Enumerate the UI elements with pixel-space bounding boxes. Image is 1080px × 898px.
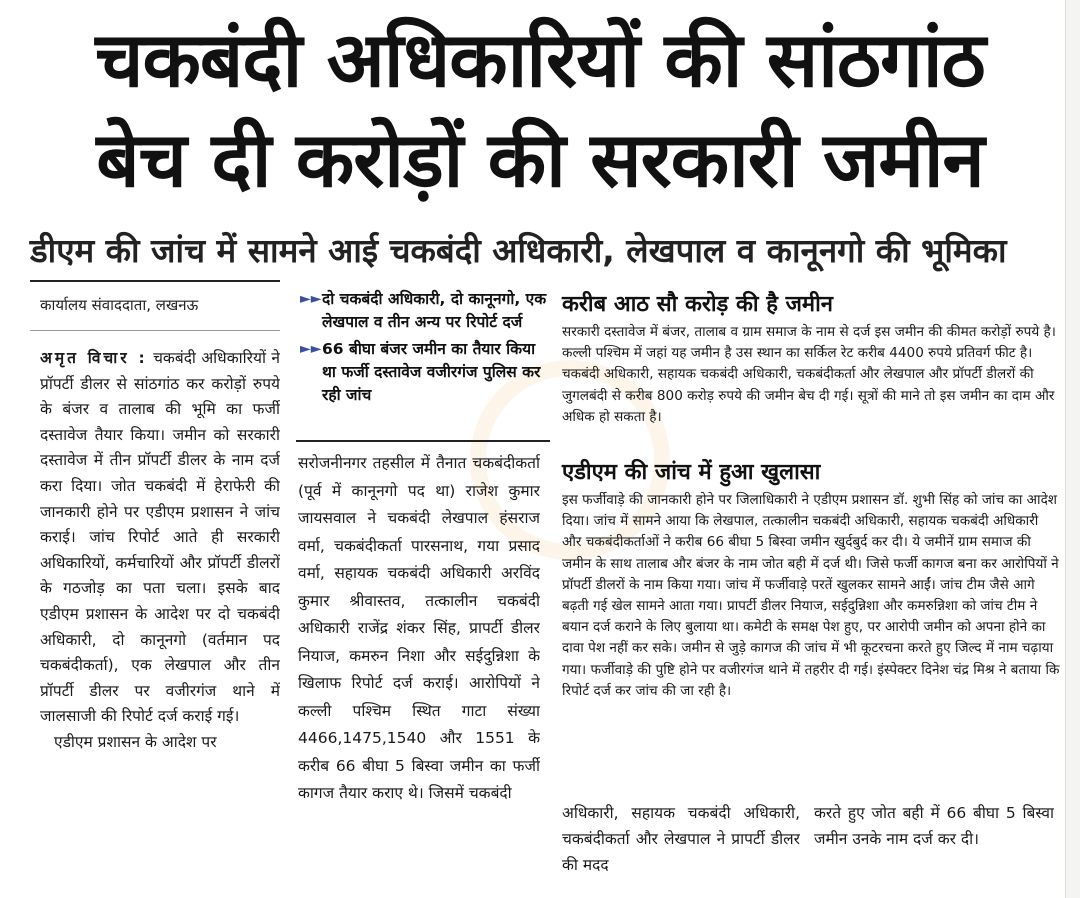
col1-paragraph-2: एडीएम प्रशासन के आदेश पर — [54, 732, 217, 751]
article-column-3-bottom: अधिकारी, सहायक चकबंदी अधिकारी, चकबंदीकर्ता और लेखपाल ने प्रापर्टी डीलर की मदद — [562, 804, 800, 874]
double-arrow-icon: ►► — [300, 291, 322, 307]
adjacent-page-edge — [1065, 0, 1080, 898]
section-heading-adm-inquiry: एडीएम की जांच में हुआ खुलासा — [562, 460, 821, 485]
highlight-item: ►► दो चकबंदी अधिकारी, दो कानूनगो, एक लेखपाल व तीन अन्य पर रिपोर्ट दर्ज — [300, 290, 547, 331]
col2-paragraph: सरोजनीनगर तहसील में तैनात चकबंदीकर्ता (पूर्व में कानूनगो पद था) राजेश कुमार जायसवाल ने चकबंदी लेखपाल हंसराज वर्मा, चकबंदीकर्ता पारसनाथ, गया प्रसाद वर्मा, सहायक चकबंदी अधिकारी अरविंद कुमार श्रीवास्तव, तत्कालीन चकबंदी अधिकारी राजेंद्र शंकर सिंह, प्रापर्टी डीलर नियाज, कमरुन निशा और सईदुन्निशा के खिलाफ रिपोर्ट दर्ज कराई। आरोपियों ने कल्ली पश्चिम स्थित गाटा संख्या 4466,1475,1540 और 1551 के करीब 66 बीघा 5 बिस्वा जमीन का फर्जी कागज तैयार कराए थे। जिसमें चकबंदी — [298, 454, 540, 802]
divider-byline-bottom — [30, 330, 280, 331]
article-column-1 — [40, 346, 280, 886]
double-arrow-icon: ►► — [300, 341, 322, 357]
article-column-2 — [298, 450, 540, 890]
divider-byline — [30, 280, 280, 282]
headline-line-1: चकबंदी अधिकारियों की सांठगांठ — [95, 15, 985, 104]
section-body-adm-inquiry: इस फर्जीवाड़े की जानकारी होने पर जिलाधिकारी ने एडीएम प्रशासन डॉ. शुभी सिंह को जांच का आदेश दिया। जांच में सामने आया कि लेखपाल, तत्कालीन चकबंदी अधिकारी, सहायक चकबंदी अधिकारी और चकबंदीकर्ताओं ने करीब 66 बीघा 5 बिस्वा जमीन खुर्दबुर्द कर दी। ये जमीनें ग्राम समाज की जमीन के साथ तालाब और बंजर के नाम जोत बही में दर्ज थी। जिसे फर्जी कागज बना कर आरोपियों ने प्रॉपर्टी डीलरों के नाम किया गया। जांच में फर्जीवाड़े परतें खुलकर सामने आईं। जांच टीम जैसे आगे बढ़ती गई खेल सामने आता गया। प्रापर्टी डीलर नियाज, सईदुन्निशा और कमरुन्निशा को जांच टीम ने बयान दर्ज कराने के लिए बुलाया था। कमेटी के समक्ष पेश हुए, पर आरोपी जमीन को अपना होने का दावा पेश नहीं कर सके। जमीन से जुड़े कागज की जांच में भी कूटरचना करते हुए जिल्द में नाम चढ़ाया गया। फर्जीवाड़े की पुष्टि होने पर वजीरगंज थाने में तहरीर दी गई। इंस्पेक्टर दिनेश चंद्र मिश्र ने बताया कि रिपोर्ट दर्ज कर जांच की जा रही है। — [562, 492, 1060, 699]
headline-line-2: बेच दी करोड़ों की सरकारी जमीन — [96, 115, 984, 204]
article-column-4-bottom: करते हुए जोत बही में 66 बीघा 5 बिस्वा जमीन उनके नाम दर्ज कर दी। — [814, 804, 1054, 848]
col1-paragraph-1: चकबंदी अधिकारियों ने प्रॉपर्टी डीलर से सांठगांठ कर करोड़ों रुपये के बंजर व तालाब की भूमि का फर्जी दस्तावेज तैयार किया। जमीन को सरकारी दस्तावेज में तीन प्रॉपर्टी डीलर के नाम दर्ज करा दिया। जोत चकबंदी में हेराफेरी की जानकारी होने पर एडीएम प्रशासन ने जांच कराई। जांच रिपोर्ट आते ही सरकारी अधिकारियों, कर्मचारियों और प्रॉपर्टी डीलरों के गठजोड़ का पता चला। इसके बाद एडीएम प्रशासन के आदेश पर दो चकबंदी अधिकारी, दो कानूनगो (वर्तमान पद चकबंदीकर्ता), एक लेखपाल और तीन प्रॉपर्टी डीलर पर वजीरगंज थाने में जालसाजी की रिपोर्ट दर्ज कराई गई। — [40, 349, 280, 726]
lead-in: अमृत विचार : — [40, 349, 148, 367]
section-body-land-value: सरकारी दस्तावेज में बंजर, तालाब व ग्राम समाज के नाम से दर्ज इस जमीन की कीमत करोड़ों रुपये है। कल्ली पश्चिम में जहां यह जमीन है उस स्थान का सर्किल रेट करीब 4400 रुपये प्रतिवर्ग फीट है। चकबंदी अधिकारी, सहायक चकबंदी अधिकारी, चकबंदीकर्ता और लेखपाल और प्रॉपर्टी डीलरों की जुगलबंदी से करीब 800 करोड़ रुपये की जमीन बेच दी गई। सूत्रों की माने तो इस जमीन का दाम और अधिक हो सकता है। — [562, 324, 1056, 425]
divider-highlights — [296, 440, 550, 442]
highlight-item: ►► 66 बीघा बंजर जमीन का तैयार किया था फर्जी दस्तावेज वजीरगंज पुलिस कर रही जांच — [300, 340, 541, 404]
section-heading-land-value: करीब आठ सौ करोड़ की है जमीन — [562, 292, 833, 317]
byline: कार्यालय संवाददाता, लखनऊ — [40, 296, 199, 314]
subheadline: डीएम की जांच में सामने आई चकबंदी अधिकारी, लेखपाल व कानूनगो की भूमिका — [30, 231, 1007, 270]
highlights-box — [300, 288, 550, 411]
